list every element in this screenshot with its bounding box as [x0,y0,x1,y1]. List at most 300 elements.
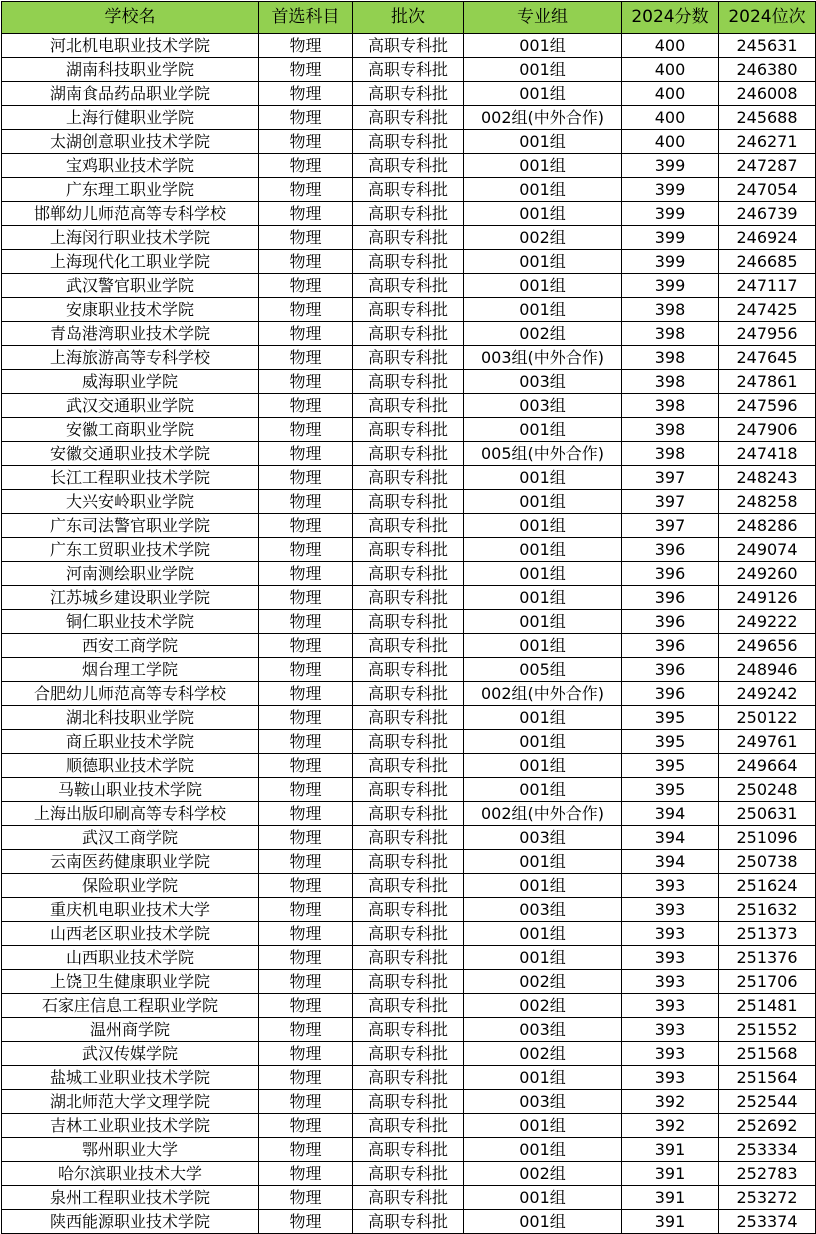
first-subject-cell: 物理 [259,1018,353,1042]
batch-cell: 高职专科批 [353,250,464,274]
rank-cell: 246739 [719,202,816,226]
rank-cell: 251096 [719,826,816,850]
score-cell: 394 [622,826,719,850]
major-group-cell: 001组 [464,946,622,970]
first-subject-cell: 物理 [259,778,353,802]
school-name-cell: 湖北科技职业学院 [2,706,259,730]
table-row [2,106,816,130]
rank-cell: 251481 [719,994,816,1018]
rank-cell: 247956 [719,322,816,346]
school-name-cell: 保险职业学院 [2,874,259,898]
batch-cell: 高职专科批 [353,730,464,754]
major-group-cell: 005组(中外合作) [464,442,622,466]
school-name-cell: 陕西能源职业技术学院 [2,1210,259,1234]
school-name-cell: 威海职业学院 [2,370,259,394]
first-subject-cell: 物理 [259,82,353,106]
header-row [2,2,816,34]
score-cell: 391 [622,1162,719,1186]
school-name-cell: 河北机电职业技术学院 [2,34,259,58]
score-cell: 391 [622,1210,719,1234]
major-group-cell: 002组 [464,970,622,994]
batch-cell: 高职专科批 [353,1138,464,1162]
major-group-cell: 001组 [464,1210,622,1234]
rank-cell: 251373 [719,922,816,946]
batch-cell: 高职专科批 [353,442,464,466]
rank-cell: 248946 [719,658,816,682]
rank-cell: 251624 [719,874,816,898]
major-group-cell: 001组 [464,754,622,778]
first-subject-cell: 物理 [259,946,353,970]
school-name-cell: 大兴安岭职业学院 [2,490,259,514]
rank-cell: 251632 [719,898,816,922]
table-row [2,34,816,58]
score-cell: 392 [622,1090,719,1114]
first-subject-cell: 物理 [259,1090,353,1114]
school-name-cell: 邯郸幼儿师范高等专科学校 [2,202,259,226]
rank-cell: 251568 [719,1042,816,1066]
school-name-cell: 江苏城乡建设职业学院 [2,586,259,610]
school-name-cell: 广东工贸职业技术学院 [2,538,259,562]
score-cell: 395 [622,730,719,754]
rank-cell: 245688 [719,106,816,130]
table-row [2,130,816,154]
table-row [2,466,816,490]
rank-cell: 253272 [719,1186,816,1210]
batch-cell: 高职专科批 [353,586,464,610]
batch-cell: 高职专科批 [353,922,464,946]
first-subject-cell: 物理 [259,706,353,730]
score-cell: 400 [622,82,719,106]
table-row [2,730,816,754]
table-row [2,1042,816,1066]
batch-cell: 高职专科批 [353,322,464,346]
score-cell: 398 [622,346,719,370]
major-group-cell: 001组 [464,130,622,154]
school-name-cell: 长江工程职业技术学院 [2,466,259,490]
batch-cell: 高职专科批 [353,898,464,922]
header-school-name: 学校名 [2,2,259,34]
score-cell: 393 [622,946,719,970]
rank-cell: 247287 [719,154,816,178]
batch-cell: 高职专科批 [353,754,464,778]
batch-cell: 高职专科批 [353,538,464,562]
rank-cell: 250631 [719,802,816,826]
major-group-cell: 002组 [464,1042,622,1066]
batch-cell: 高职专科批 [353,202,464,226]
first-subject-cell: 物理 [259,994,353,1018]
batch-cell: 高职专科批 [353,154,464,178]
score-cell: 397 [622,514,719,538]
school-name-cell: 湖南科技职业学院 [2,58,259,82]
table-row [2,970,816,994]
rank-cell: 248243 [719,466,816,490]
first-subject-cell: 物理 [259,634,353,658]
school-name-cell: 顺德职业技术学院 [2,754,259,778]
table-row [2,682,816,706]
rank-cell: 252783 [719,1162,816,1186]
batch-cell: 高职专科批 [353,298,464,322]
school-name-cell: 吉林工业职业技术学院 [2,1114,259,1138]
rank-cell: 246685 [719,250,816,274]
rank-cell: 247117 [719,274,816,298]
major-group-cell: 001组 [464,586,622,610]
score-cell: 399 [622,202,719,226]
score-cell: 391 [622,1186,719,1210]
major-group-cell: 001组 [464,154,622,178]
school-name-cell: 盐城工业职业技术学院 [2,1066,259,1090]
first-subject-cell: 物理 [259,1066,353,1090]
batch-cell: 高职专科批 [353,802,464,826]
rank-cell: 245631 [719,34,816,58]
first-subject-cell: 物理 [259,298,353,322]
batch-cell: 高职专科批 [353,778,464,802]
score-cell: 398 [622,418,719,442]
school-name-cell: 武汉工商学院 [2,826,259,850]
score-cell: 396 [622,562,719,586]
table-row [2,994,816,1018]
major-group-cell: 001组 [464,250,622,274]
batch-cell: 高职专科批 [353,826,464,850]
table-header [2,2,816,34]
batch-cell: 高职专科批 [353,1090,464,1114]
score-cell: 393 [622,970,719,994]
first-subject-cell: 物理 [259,490,353,514]
major-group-cell: 001组 [464,34,622,58]
table-row [2,610,816,634]
table-body [2,34,816,1234]
batch-cell: 高职专科批 [353,562,464,586]
table-row [2,562,816,586]
first-subject-cell: 物理 [259,106,353,130]
major-group-cell: 001组 [464,178,622,202]
batch-cell: 高职专科批 [353,970,464,994]
first-subject-cell: 物理 [259,370,353,394]
score-cell: 396 [622,586,719,610]
school-name-cell: 铜仁职业技术学院 [2,610,259,634]
batch-cell: 高职专科批 [353,58,464,82]
school-name-cell: 合肥幼儿师范高等专科学校 [2,682,259,706]
batch-cell: 高职专科批 [353,1186,464,1210]
rank-cell: 249664 [719,754,816,778]
first-subject-cell: 物理 [259,178,353,202]
first-subject-cell: 物理 [259,754,353,778]
first-subject-cell: 物理 [259,610,353,634]
rank-cell: 247425 [719,298,816,322]
first-subject-cell: 物理 [259,394,353,418]
rank-cell: 252544 [719,1090,816,1114]
score-cell: 399 [622,178,719,202]
batch-cell: 高职专科批 [353,274,464,298]
first-subject-cell: 物理 [259,1138,353,1162]
major-group-cell: 001组 [464,922,622,946]
school-name-cell: 武汉警官职业学院 [2,274,259,298]
batch-cell: 高职专科批 [353,1162,464,1186]
first-subject-cell: 物理 [259,202,353,226]
score-cell: 400 [622,130,719,154]
score-cell: 396 [622,610,719,634]
score-cell: 400 [622,34,719,58]
school-name-cell: 商丘职业技术学院 [2,730,259,754]
score-cell: 395 [622,706,719,730]
score-cell: 396 [622,658,719,682]
table-row [2,1090,816,1114]
rank-cell: 251564 [719,1066,816,1090]
major-group-cell: 001组 [464,466,622,490]
school-name-cell: 青岛港湾职业技术学院 [2,322,259,346]
major-group-cell: 001组 [464,706,622,730]
table-row [2,154,816,178]
major-group-cell: 001组 [464,418,622,442]
header-first-subject: 首选科目 [259,2,353,34]
table-row [2,922,816,946]
batch-cell: 高职专科批 [353,874,464,898]
major-group-cell: 001组 [464,634,622,658]
header-2024-rank: 2024位次 [719,2,816,34]
first-subject-cell: 物理 [259,1162,353,1186]
score-cell: 393 [622,922,719,946]
batch-cell: 高职专科批 [353,1114,464,1138]
score-cell: 398 [622,370,719,394]
school-name-cell: 武汉传媒学院 [2,1042,259,1066]
table-row [2,250,816,274]
batch-cell: 高职专科批 [353,658,464,682]
school-name-cell: 哈尔滨职业技术大学 [2,1162,259,1186]
batch-cell: 高职专科批 [353,490,464,514]
rank-cell: 252692 [719,1114,816,1138]
first-subject-cell: 物理 [259,346,353,370]
batch-cell: 高职专科批 [353,346,464,370]
major-group-cell: 003组 [464,394,622,418]
major-group-cell: 003组 [464,826,622,850]
batch-cell: 高职专科批 [353,706,464,730]
first-subject-cell: 物理 [259,154,353,178]
score-cell: 399 [622,274,719,298]
major-group-cell: 001组 [464,778,622,802]
table-row [2,82,816,106]
major-group-cell: 005组 [464,658,622,682]
score-cell: 393 [622,874,719,898]
table-row [2,802,816,826]
rank-cell: 251552 [719,1018,816,1042]
first-subject-cell: 物理 [259,562,353,586]
table-row [2,850,816,874]
first-subject-cell: 物理 [259,418,353,442]
table-row [2,346,816,370]
major-group-cell: 003组 [464,898,622,922]
major-group-cell: 003组 [464,370,622,394]
rank-cell: 246271 [719,130,816,154]
rank-cell: 247596 [719,394,816,418]
major-group-cell: 003组 [464,1090,622,1114]
school-name-cell: 上海闵行职业技术学院 [2,226,259,250]
rank-cell: 249222 [719,610,816,634]
major-group-cell: 002组(中外合作) [464,802,622,826]
score-cell: 398 [622,442,719,466]
table-row [2,586,816,610]
batch-cell: 高职专科批 [353,994,464,1018]
school-name-cell: 西安工商学院 [2,634,259,658]
school-name-cell: 湖北师范大学文理学院 [2,1090,259,1114]
school-name-cell: 宝鸡职业技术学院 [2,154,259,178]
table-row [2,778,816,802]
first-subject-cell: 物理 [259,802,353,826]
batch-cell: 高职专科批 [353,370,464,394]
table-row [2,874,816,898]
table-row [2,394,816,418]
major-group-cell: 001组 [464,538,622,562]
table-row [2,442,816,466]
first-subject-cell: 物理 [259,922,353,946]
school-name-cell: 广东理工职业学院 [2,178,259,202]
rank-cell: 249656 [719,634,816,658]
rank-cell: 251706 [719,970,816,994]
school-name-cell: 湖南食品药品职业学院 [2,82,259,106]
header-2024-score: 2024分数 [622,2,719,34]
table-row [2,1162,816,1186]
table-row [2,58,816,82]
major-group-cell: 001组 [464,850,622,874]
rank-cell: 250738 [719,850,816,874]
table-row [2,298,816,322]
score-cell: 398 [622,394,719,418]
score-cell: 397 [622,466,719,490]
school-name-cell: 安徽工商职业学院 [2,418,259,442]
rank-cell: 253374 [719,1210,816,1234]
batch-cell: 高职专科批 [353,634,464,658]
school-name-cell: 温州商学院 [2,1018,259,1042]
school-name-cell: 鄂州职业大学 [2,1138,259,1162]
batch-cell: 高职专科批 [353,610,464,634]
school-name-cell: 武汉交通职业学院 [2,394,259,418]
score-cell: 391 [622,1138,719,1162]
first-subject-cell: 物理 [259,850,353,874]
major-group-cell: 001组 [464,298,622,322]
first-subject-cell: 物理 [259,34,353,58]
table-row [2,826,816,850]
school-name-cell: 泉州工程职业技术学院 [2,1186,259,1210]
first-subject-cell: 物理 [259,1210,353,1234]
school-name-cell: 重庆机电职业技术大学 [2,898,259,922]
score-cell: 392 [622,1114,719,1138]
major-group-cell: 001组 [464,730,622,754]
table-row [2,370,816,394]
batch-cell: 高职专科批 [353,1018,464,1042]
first-subject-cell: 物理 [259,898,353,922]
header-batch: 批次 [353,2,464,34]
rank-cell: 253334 [719,1138,816,1162]
major-group-cell: 001组 [464,610,622,634]
batch-cell: 高职专科批 [353,82,464,106]
first-subject-cell: 物理 [259,58,353,82]
major-group-cell: 001组 [464,562,622,586]
first-subject-cell: 物理 [259,250,353,274]
batch-cell: 高职专科批 [353,418,464,442]
admission-score-table [1,1,816,1234]
rank-cell: 246924 [719,226,816,250]
first-subject-cell: 物理 [259,322,353,346]
header-major-group: 专业组 [464,2,622,34]
rank-cell: 249074 [719,538,816,562]
first-subject-cell: 物理 [259,682,353,706]
major-group-cell: 003组(中外合作) [464,346,622,370]
table-row [2,514,816,538]
school-name-cell: 安康职业技术学院 [2,298,259,322]
batch-cell: 高职专科批 [353,394,464,418]
table-row [2,322,816,346]
school-name-cell: 河南测绘职业学院 [2,562,259,586]
major-group-cell: 001组 [464,58,622,82]
first-subject-cell: 物理 [259,514,353,538]
rank-cell: 247054 [719,178,816,202]
first-subject-cell: 物理 [259,226,353,250]
score-cell: 398 [622,322,719,346]
school-name-cell: 山西职业技术学院 [2,946,259,970]
school-name-cell: 太湖创意职业技术学院 [2,130,259,154]
school-name-cell: 马鞍山职业技术学院 [2,778,259,802]
score-cell: 396 [622,538,719,562]
score-cell: 395 [622,754,719,778]
score-cell: 397 [622,490,719,514]
table-row [2,490,816,514]
school-name-cell: 广东司法警官职业学院 [2,514,259,538]
table-row [2,1210,816,1234]
major-group-cell: 001组 [464,1066,622,1090]
first-subject-cell: 物理 [259,874,353,898]
first-subject-cell: 物理 [259,538,353,562]
score-cell: 395 [622,778,719,802]
rank-cell: 247418 [719,442,816,466]
table-row [2,202,816,226]
major-group-cell: 002组(中外合作) [464,682,622,706]
table-row [2,754,816,778]
table-row [2,1138,816,1162]
rank-cell: 249761 [719,730,816,754]
major-group-cell: 001组 [464,274,622,298]
score-cell: 398 [622,298,719,322]
first-subject-cell: 物理 [259,970,353,994]
rank-cell: 247861 [719,370,816,394]
school-name-cell: 上海行健职业学院 [2,106,259,130]
score-cell: 393 [622,994,719,1018]
rank-cell: 249126 [719,586,816,610]
rank-cell: 246008 [719,82,816,106]
rank-cell: 249260 [719,562,816,586]
school-name-cell: 山西老区职业技术学院 [2,922,259,946]
batch-cell: 高职专科批 [353,178,464,202]
score-cell: 399 [622,154,719,178]
batch-cell: 高职专科批 [353,1066,464,1090]
major-group-cell: 001组 [464,514,622,538]
major-group-cell: 002组(中外合作) [464,106,622,130]
batch-cell: 高职专科批 [353,514,464,538]
batch-cell: 高职专科批 [353,106,464,130]
major-group-cell: 002组 [464,322,622,346]
rank-cell: 250122 [719,706,816,730]
table-row [2,178,816,202]
score-cell: 394 [622,850,719,874]
major-group-cell: 002组 [464,226,622,250]
score-cell: 400 [622,58,719,82]
score-cell: 393 [622,1018,719,1042]
score-cell: 399 [622,226,719,250]
major-group-cell: 001组 [464,82,622,106]
batch-cell: 高职专科批 [353,34,464,58]
first-subject-cell: 物理 [259,730,353,754]
rank-cell: 251376 [719,946,816,970]
rank-cell: 247906 [719,418,816,442]
batch-cell: 高职专科批 [353,226,464,250]
major-group-cell: 003组 [464,1018,622,1042]
